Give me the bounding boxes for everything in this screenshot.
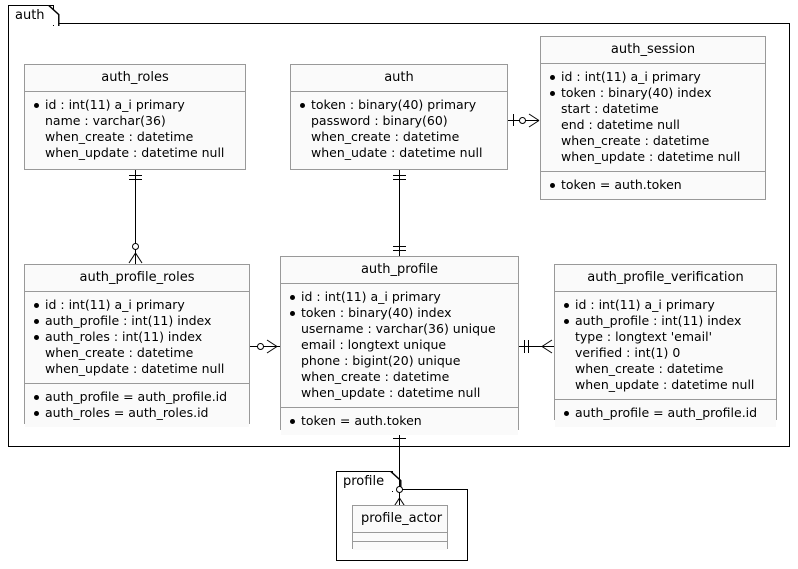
field: password : binary(60): [311, 113, 448, 128]
entity-profile_actor-title: profile_actor: [353, 506, 447, 533]
entity-auth_profile_verification[interactable]: [554, 264, 777, 420]
entity-profile_actor[interactable]: [352, 505, 448, 549]
entity-profile_actor-fields: [353, 533, 447, 542]
entity-auth_profile_verification-fields: [555, 292, 776, 400]
field: when_update : datetime null: [561, 149, 741, 164]
field: token : binary(40) primary: [299, 97, 499, 113]
entity-auth_profile_roles-fields: [25, 292, 249, 384]
field: token : binary(40) index: [289, 305, 510, 321]
field: id : int(11) a_i primary: [563, 297, 768, 313]
entity-auth_profile_roles-title: auth_profile_roles: [25, 265, 249, 292]
field: when_update : datetime null: [575, 377, 755, 392]
connector-auth-auth_session-one: [513, 114, 514, 126]
connector-ap-apv-crowfoot: [540, 338, 554, 355]
connector-auth-auth_session-crowfoot: [527, 112, 541, 129]
field: auth_profile : int(11) index: [33, 313, 241, 329]
connector-auth_roles-one-a: [129, 175, 142, 176]
field: phone : bigint(20) unique: [301, 353, 461, 368]
relation: auth_profile = auth_profile.id: [563, 405, 768, 421]
connector-apr-ap-crowfoot: [265, 338, 279, 355]
field: when_create : datetime: [45, 345, 194, 360]
entity-auth_profile_roles[interactable]: [24, 264, 250, 424]
field: when_create : datetime: [45, 129, 194, 144]
entity-auth_roles-fields: [25, 92, 245, 167]
field: auth_roles : int(11) index: [33, 329, 241, 345]
entity-auth_session-fields: [541, 64, 765, 172]
entity-auth_profile-fields: [281, 284, 518, 408]
connector-auth_profile-one-a: [393, 246, 406, 247]
package-auth-tab-skew: [48, 5, 60, 26]
connector-auth-auth_session-circle: [519, 117, 526, 124]
field: id : int(11) a_i primary: [289, 289, 510, 305]
entity-auth_profile-title: auth_profile: [281, 257, 518, 284]
entity-auth_session[interactable]: [540, 36, 766, 200]
connector-ap-apv-one-b: [528, 340, 529, 353]
connector-auth_roles-circle: [132, 243, 139, 250]
field: when_create : datetime: [561, 133, 710, 148]
connector-auth-one-a: [393, 175, 406, 176]
package-profile-label: profile: [343, 474, 385, 489]
field: id : int(11) a_i primary: [33, 297, 241, 313]
field: name : varchar(36): [45, 113, 166, 128]
field: when_udate : datetime null: [311, 145, 483, 160]
entity-auth_roles-title: auth_roles: [25, 65, 245, 92]
field: id : int(11) a_i primary: [33, 97, 237, 113]
entity-auth_profile_verification-title: auth_profile_verification: [555, 265, 776, 292]
field: start : datetime: [561, 101, 659, 116]
field: token : binary(40) index: [549, 85, 757, 101]
entity-auth-fields: [291, 92, 507, 167]
entity-auth[interactable]: [290, 64, 508, 170]
connector-apr-ap-circle: [257, 343, 264, 350]
connector-auth_roles-one-b: [129, 179, 142, 180]
field: type : longtext 'email': [575, 329, 713, 344]
connector-auth-auth_profile: [399, 170, 400, 256]
field: auth_profile : int(11) index: [563, 313, 768, 329]
field: when_update : datetime null: [45, 361, 225, 376]
package-auth-label: auth: [15, 8, 45, 23]
field: verified : int(1) 0: [575, 345, 681, 360]
entity-profile_actor-relations: [353, 542, 447, 550]
field: when_update : datetime null: [45, 145, 225, 160]
connector-auth-one-b: [393, 179, 406, 180]
connector-auth_roles-crowfoot: [128, 251, 143, 265]
connector-ap-apv-one-a: [524, 340, 525, 353]
entity-auth_profile_verification-relations: [555, 400, 776, 427]
connector-ap-pa-one-b: [393, 438, 406, 439]
connector-ap-pa-circle: [396, 486, 403, 493]
relation: token = auth.token: [549, 177, 757, 193]
connector-auth_profile-one-b: [393, 250, 406, 251]
field: end : datetime null: [561, 117, 680, 132]
entity-auth_profile[interactable]: [280, 256, 519, 430]
field: when_create : datetime: [575, 361, 724, 376]
relation: token = auth.token: [289, 413, 510, 429]
entity-auth_profile-relations: [281, 408, 518, 435]
entity-auth_roles[interactable]: [24, 64, 246, 170]
field: email : longtext unique: [301, 337, 447, 352]
entity-auth_profile_roles-relations: [25, 384, 249, 427]
entity-auth_session-title: auth_session: [541, 37, 765, 64]
package-auth-tab: [8, 5, 54, 26]
entity-auth_session-relations: [541, 172, 765, 199]
field: username : varchar(36) unique: [301, 321, 496, 336]
package-profile-tab: [336, 471, 393, 492]
field: id : int(11) a_i primary: [549, 69, 757, 85]
relation: auth_roles = auth_roles.id: [33, 405, 241, 421]
field: when_create : datetime: [311, 129, 460, 144]
field: when_update : datetime null: [301, 385, 481, 400]
entity-auth-title: auth: [291, 65, 507, 92]
relation: auth_profile = auth_profile.id: [33, 389, 241, 405]
field: when_create : datetime: [301, 369, 450, 384]
